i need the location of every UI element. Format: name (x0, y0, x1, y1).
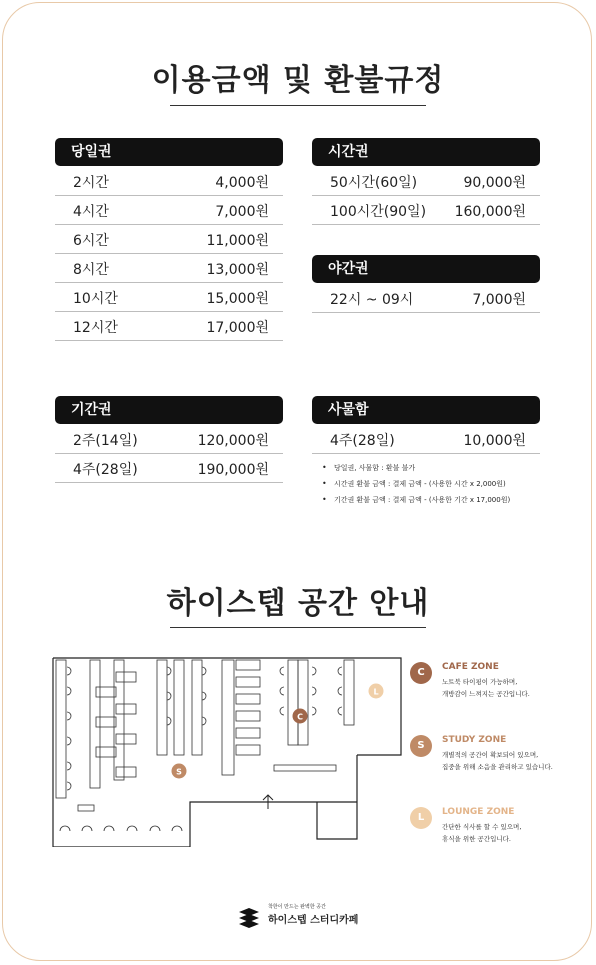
zone-desc (442, 676, 530, 700)
row-price: 120,000원 (197, 433, 269, 449)
table-row (312, 426, 540, 454)
table-row (312, 197, 540, 225)
cafe-zone-icon: C (410, 662, 432, 684)
zone-desc-line: 집중을 위해 소음을 관리하고 있습니다. (442, 763, 553, 771)
floor-plan (52, 657, 402, 847)
row-price: 7,000원 (215, 204, 269, 220)
zone-desc-line: 노트북 타이핑이 가능하며, (442, 678, 518, 686)
logo-name: 하이스텝 스터디카페 (268, 915, 359, 926)
note-item: • 시간권 환불 금액 : 결제 금액 - (사용한 시간 x 2,000원) (322, 476, 510, 492)
period-header: 기간권 (55, 396, 283, 424)
map-label-cafe: C (297, 712, 303, 722)
row-price: 4,000원 (215, 175, 269, 191)
row-label: 50시간(60일) (330, 175, 418, 191)
lounge-zone-icon: L (410, 807, 432, 829)
note-item: • 당일권, 사물함 : 환불 불가 (322, 460, 510, 476)
zone-name: CAFE ZONE (442, 662, 499, 672)
zone-desc-line: 휴식을 위한 공간입니다. (442, 835, 511, 843)
row-label: 22시 ~ 09시 (330, 292, 414, 308)
zone-name: LOUNGE ZONE (442, 807, 515, 817)
row-label: 6시간 (73, 233, 109, 249)
stairs-logo-icon (236, 903, 262, 929)
zone-desc (442, 821, 521, 845)
pricing-title-rule (170, 105, 426, 106)
brand-logo (236, 903, 376, 929)
table-row (55, 255, 283, 283)
table-row (55, 197, 283, 225)
pricing-title: 이용금액 및 환불규정 (151, 63, 445, 98)
hourly-header: 시간권 (312, 138, 540, 166)
row-label: 4시간 (73, 204, 109, 220)
note-item: • 기간권 환불 금액 : 결제 금액 - (사용한 기간 x 17,000원) (322, 492, 510, 508)
table-row (55, 455, 283, 483)
table-row (55, 168, 283, 196)
row-label: 2시간 (73, 175, 109, 191)
row-price: 160,000원 (454, 204, 526, 220)
row-price: 15,000원 (206, 291, 269, 307)
map-label-lounge: L (373, 687, 379, 697)
row-label: 4주(28일) (73, 462, 138, 478)
night-header: 야간권 (312, 255, 540, 283)
zone-desc-line: 간단한 식사를 할 수 있으며, (442, 823, 522, 831)
row-price: 13,000원 (206, 262, 269, 278)
row-price: 190,000원 (197, 462, 269, 478)
zone-name: STUDY ZONE (442, 735, 507, 745)
row-label: 4주(28일) (330, 433, 395, 449)
table-row (312, 168, 540, 196)
map-label-study: S (176, 767, 182, 777)
zone-desc (442, 749, 553, 773)
row-price: 7,000원 (472, 292, 526, 308)
row-price: 90,000원 (463, 175, 526, 191)
row-label: 10시간 (73, 291, 118, 307)
table-row (55, 426, 283, 454)
row-label: 2주(14일) (73, 433, 138, 449)
refund-notes (322, 460, 510, 508)
locker-header: 사물함 (312, 396, 540, 424)
row-label: 8시간 (73, 262, 109, 278)
row-label: 100시간(90일) (330, 204, 427, 220)
logo-tagline: 착한이 만드는 완벽한 공간 (268, 904, 326, 910)
zone-desc-line: 개별적의 공간이 확보되어 있으며, (442, 751, 539, 759)
table-row (55, 284, 283, 312)
zone-desc-line: 개방감이 느껴지는 공간입니다. (442, 690, 530, 698)
study-zone-icon: S (410, 735, 432, 757)
row-price: 17,000원 (206, 320, 269, 336)
row-price: 10,000원 (463, 433, 526, 449)
daily-header: 당일권 (55, 138, 283, 166)
row-price: 11,000원 (206, 233, 269, 249)
space-title: 하이스텝 공간 안내 (166, 586, 430, 621)
space-title-rule (170, 627, 426, 628)
table-row (55, 226, 283, 254)
table-row (55, 313, 283, 341)
row-label: 12시간 (73, 320, 118, 336)
table-row (312, 285, 540, 313)
